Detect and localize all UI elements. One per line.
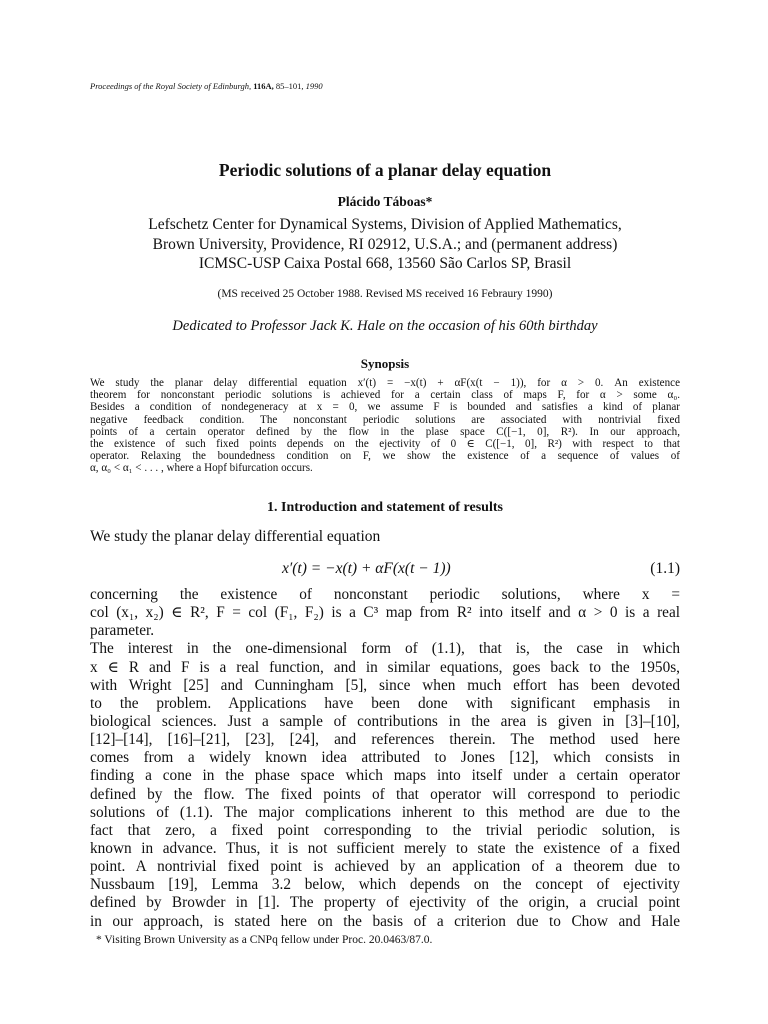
intro-sentence: We study the planar delay differential equation	[90, 528, 381, 545]
section-heading: 1. Introduction and statement of results	[267, 500, 503, 515]
body-line: parameter.	[90, 622, 155, 640]
body-line: to the problem. Applications have been done with significant emphasis in	[90, 694, 680, 712]
synopsis-line: theorem for nonconstant periodic solutions is achieved for a certain class of maps F, for α > some α₀.	[90, 389, 680, 402]
equation-number: (1.1)	[650, 560, 680, 577]
footnote: * Visiting Brown University as a CNPq fellow under Proc. 20.0463/87.0.	[96, 934, 433, 946]
synopsis-line: points of a certain operator defined by the flow in the plase space C([−1, 0], R²). In our approach,	[90, 425, 680, 438]
author-affiliation	[90, 215, 680, 274]
dedication: Dedicated to Professor Jack K. Hale on the occasion of his 60th birthday	[172, 318, 598, 334]
journal-year: 1990	[305, 81, 323, 91]
body-line: Nussbaum [19], Lemma 3.2 below, which depends on the concept of ejectivity	[90, 876, 680, 894]
synopsis-line: the existence of such fixed points depends on the ejectivity of 0 ∈ C([−1, 0], R²) with respect to that	[90, 437, 680, 450]
synopsis-heading: Synopsis	[360, 356, 410, 371]
body-line: The interest in the one-dimensional form of (1.1), that is, the case in which	[90, 640, 680, 658]
synopsis-line: α, α₀ < α₁ < . . . , where a Hopf bifurcation occurs.	[90, 462, 313, 475]
body-line: biological sciences. Just a sample of contributions in the area is given in [3]–[10],	[90, 712, 680, 730]
received-dates: (MS received 25 October 1988. Revised MS received 16 Febraury 1990)	[217, 288, 553, 300]
equation-formula: x′(t) = −x(t) + αF(x(t − 1))	[282, 560, 451, 577]
body-line: in our approach, is stated here on the basis of a criterion due to Chow and Hale	[90, 912, 680, 930]
body-line: defined by Browder in [1]. The property of ejectivity of the origin, a crucial point	[90, 894, 680, 912]
body-line: finding a cone in the phase space which maps into itself under a certain operator	[90, 767, 680, 785]
affiliation-line: Brown University, Providence, RI 02912, U.S.A.; and (permanent address)	[152, 235, 618, 253]
body-line: concerning the existence of nonconstant periodic solutions, where x =	[90, 586, 680, 603]
body-line: point. A nontrivial fixed point is achieved by an application of a theorem due to	[90, 858, 680, 876]
journal-volume: 116A,	[253, 81, 274, 91]
body-line: fact that zero, a fixed point corresponding to the trivial periodic solution, is	[90, 821, 680, 839]
body-line: defined by the flow. The fixed points of that operator will correspond to periodic	[90, 785, 680, 803]
synopsis-line: operator. Relaxing the boundedness condition on F, we show the existence of a sequence of values of	[90, 450, 680, 463]
synopsis-text	[90, 377, 680, 475]
synopsis-line: negative feedback condition. The nonconstant periodic solutions are associated with nontrivial fixed	[90, 413, 680, 426]
synopsis-line: We study the planar delay differential equation x′(t) = −x(t) + αF(x(t − 1)), for α > 0. An existence	[90, 377, 680, 389]
paper-title: Periodic solutions of a planar delay equation	[218, 160, 552, 180]
affiliation-line: ICMSC-USP Caixa Postal 668, 13560 São Carlos SP, Brasil	[198, 255, 572, 272]
body-line: x ∈ R and F is a real function, and in similar equations, goes back to the 1950s,	[90, 658, 680, 676]
body-line: col (x₁, x₂) ∈ R², F = col (F₁, F₂) is a C³ map from R² into itself and α > 0 is a real	[90, 604, 680, 622]
body-line: [12]–[14], [16]–[21], [23], [24], and references therein. The method used here	[90, 731, 680, 749]
body-line: comes from a widely known idea attributed to Jones [12], which consists in	[90, 749, 680, 767]
body-line: solutions of (1.1). The major complications inherent to this method are due to the	[90, 803, 680, 821]
body-line: with Wright [25] and Cunningham [5], since when much effort has been devoted	[90, 676, 680, 694]
journal-pages: 85–101,	[275, 81, 304, 91]
body-line: known in advance. Thus, it is not sufficient merely to state the existence of a fixed	[90, 839, 680, 857]
journal-citation	[90, 81, 323, 91]
synopsis-line: Besides a condition of nondegeneracy at x = 0, we assume F is bounded and satisfies a kind of planar	[90, 401, 680, 414]
paper-author: Plácido Táboas*	[337, 194, 433, 209]
body-text	[90, 586, 680, 931]
affiliation-line: Lefschetz Center for Dynamical Systems, Division of Applied Mathematics,	[148, 216, 622, 233]
journal-name: Proceedings of the Royal Society of Edinburgh,	[90, 81, 252, 91]
